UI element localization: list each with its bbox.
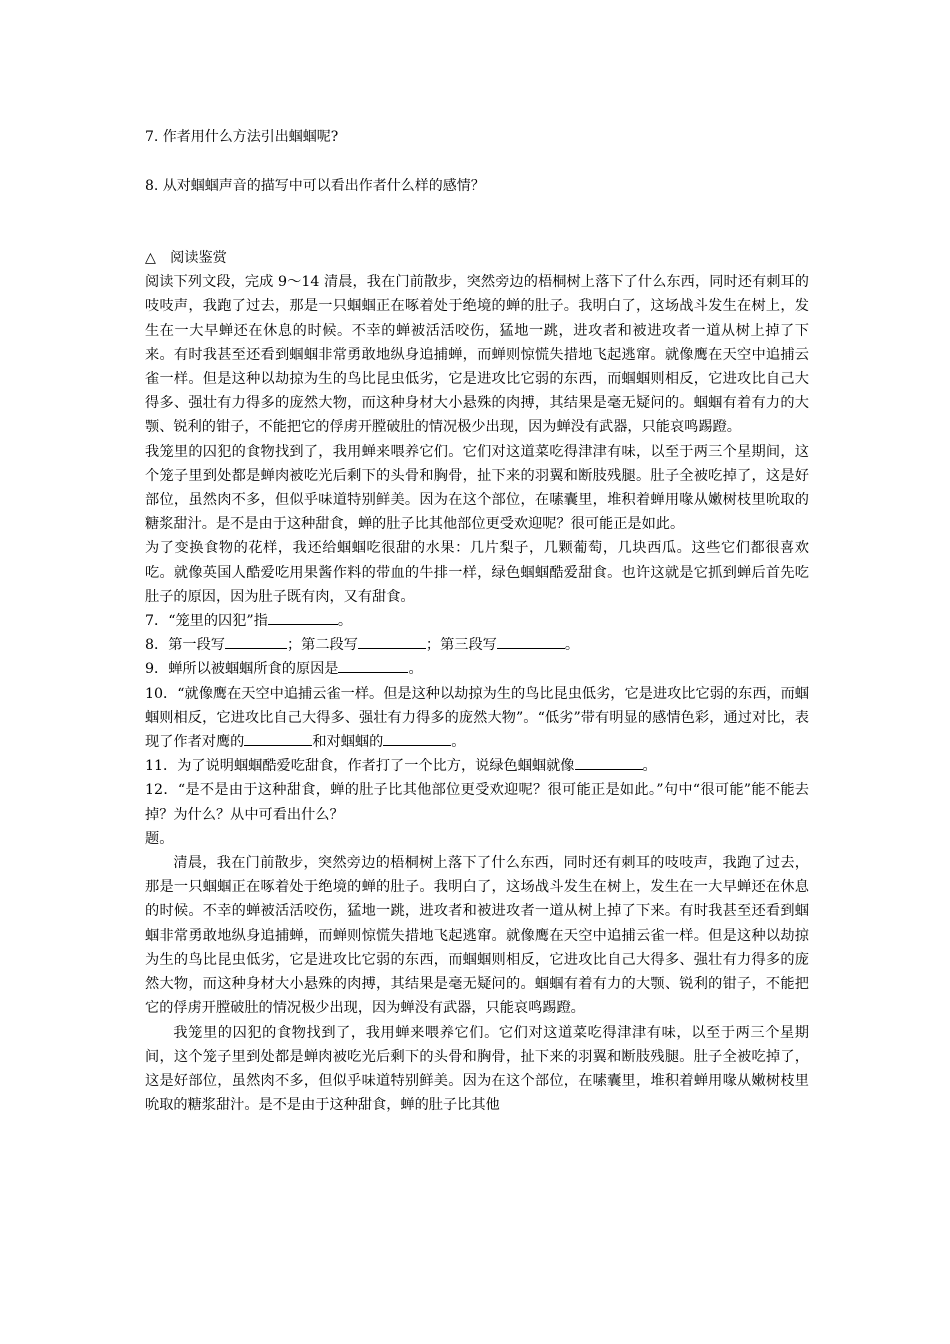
question-7: 7．“笼里的囚犯”指 。 bbox=[145, 609, 809, 633]
section-paragraph-3: 为了变换食物的花样，我还给蝈蝈吃很甜的水果：几片梨子，几颗葡萄，几块西瓜。这些它们都很喜欢吃。就像英国人酷爱吃用果酱作料的带血的牛排一样，绿色蝈蝈酷爱甜食。也许这就是它抓到蝉后首先吃肚子的原因，因为肚子既有肉，又有甜食。 bbox=[145, 540, 809, 605]
question-12: 12．“是不是由于这种甜食，蝉的肚子比其他部位更受欢迎呢？很可能正是如此。”句中“很可能”能不能去掉？为什么？从中可看出什么？ bbox=[145, 782, 809, 823]
question-8: 8．第一段写 ；第二段写 ；第三段写 。 bbox=[145, 633, 809, 657]
section-paragraph-2: 我笼里的囚犯的食物找到了，我用蝉来喂养它们。它们对这道菜吃得津津有味，以至于两三个星期间，这个笼子里到处都是蝉肉被吃光后剩下的头骨和胸骨，扯下来的羽翼和断肢残腿。肚子全被吃掉了，这是好部位，虽然肉不多，但似乎味道特别鲜美。因为在这个部位，在嗉囊里，堆积着蝉用喙从嫩树枝里吮取的糖浆甜汁。是不是由于这种甜食，蝉的肚子比其他部位更受欢迎呢？很可能正是如此。 bbox=[145, 443, 809, 533]
question-7-top: 7. 作者用什么方法引出蝈蝈呢? bbox=[145, 129, 339, 145]
passage-paragraph-2: 我笼里的囚犯的食物找到了，我用蝉来喂养它们。它们对这道菜吃得津津有味，以至于两三个星期间，这个笼子里到处都是蝉肉被吃光后剩下的头骨和胸骨，扯下来的羽翼和断肢残腿。肚子全被吃掉了，这是好部位，虽然肉不多，但似乎味道特别鲜美。因为在这个部位，在嗉囊里，堆积着蝉用喙从嫩树枝里吮取的糖浆甜汁。是不是由于这种甜食，蝉的肚子比其他 bbox=[145, 1024, 809, 1114]
question-tail: 题。 bbox=[145, 830, 174, 847]
section-paragraph-1: 阅读下列文段，完成 9～14 清晨，我在门前散步，突然旁边的梧桐树上落下了什么东西，同时还有刺耳的吱吱声，我跑了过去，那是一只蝈蝈正在啄着处于绝境的蝉的肚子。我明白了，这场战斗发生在树上，发生在一大早蝉还在休息的时候。不幸的蝉被活活咬伤，猛地一跳，进攻者和被进攻者一道从树上掉了下来。有时我甚至还看到蝈蝈非常勇敢地纵身追捕蝉，而蝉则惊慌失措地飞起逃窜。就像鹰在天空中追捕云雀一样。但是这种以劫掠为生的鸟比昆虫低劣，它是进攻比它弱的东西，而蝈蝈则相反，它进攻比自己大得多、强壮有力得多的庞然大物，而这种身材大小悬殊的肉搏，其结果是毫无疑问的。蝈蝈有着有力的大颚、锐利的钳子，不能把它的俘虏开膛破肚的情况极少出现，因为蝉没有武器，只能哀鸣踢蹬。 bbox=[145, 274, 809, 436]
answer-blank[interactable] bbox=[575, 755, 643, 770]
question-11: 11．为了说明蝈蝈酷爱吃甜食，作者打了一个比方，说绿色蝈蝈就像 。 bbox=[145, 754, 809, 778]
answer-blank[interactable] bbox=[244, 731, 312, 746]
answer-blank[interactable] bbox=[225, 634, 287, 649]
passage-paragraph-1: 清晨，我在门前散步，突然旁边的梧桐树上落下了什么东西，同时还有刺耳的吱吱声，我跑了过去，那是一只蝈蝈正在啄着处于绝境的蝉的肚子。我明白了，这场战斗发生在树上，发生在一大早蝉还在休息的时候。不幸的蝉被活活咬伤，猛地一跳，进攻者和被进攻者一道从树上掉了下来。有时我甚至还看到蝈蝈非常勇敢地纵身追捕蝉，而蝉则惊慌失措地飞起逃窜。就像鹰在天空中追捕云雀一样。但是这种以劫掠为生的鸟比昆虫低劣，它是进攻比它弱的东西，而蝈蝈则相反，它进攻比自己大得多、强壮有力得多的庞然大物，而这种身材大小悬殊的肉搏，其结果是毫无疑问的。蝈蝈有着有力的大颚、锐利的钳子，不能把它的俘虏开膛破肚的情况极少出现，因为蝉没有武器，只能哀鸣踢蹬。 bbox=[145, 855, 809, 1017]
question-9: 9．蝉所以被蝈蝈所食的原因是 。 bbox=[145, 657, 809, 681]
answer-blank[interactable] bbox=[268, 610, 338, 625]
reading-section bbox=[145, 246, 809, 1117]
answer-blank[interactable] bbox=[497, 634, 565, 649]
section-title: △ 阅读鉴赏 bbox=[145, 250, 227, 266]
question-8-top: 8. 从对蝈蝈声音的描写中可以看出作者什么样的感情？ bbox=[145, 178, 485, 194]
answer-blank[interactable] bbox=[338, 658, 408, 673]
answer-blank[interactable] bbox=[383, 731, 451, 746]
question-10: 10．“就像鹰在天空中追捕云雀一样。但是这种以劫掠为生的鸟比昆虫低劣，它是进攻比它弱的东西，而蝈蝈则相反，它进攻比自己大得多、强壮有力得多的庞然大物”。“低劣”带有明显的感情色彩，通过对比，表现了作者对鹰的 和对蝈蝈的 。 bbox=[145, 685, 809, 751]
answer-blank[interactable] bbox=[358, 634, 426, 649]
